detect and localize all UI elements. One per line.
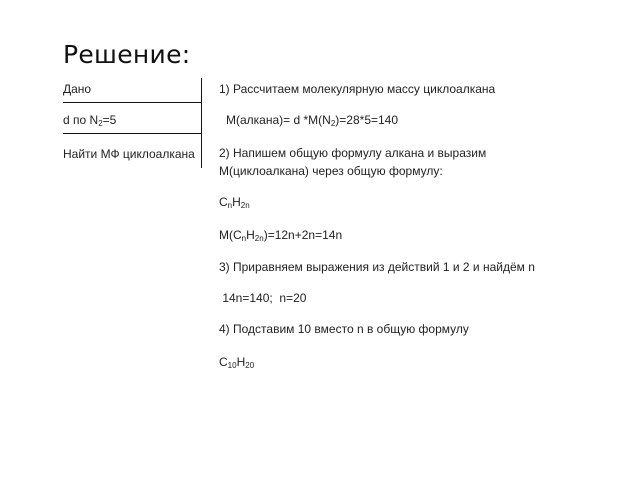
given-divider-1 — [63, 102, 202, 103]
slide-title: Решение: — [63, 40, 191, 69]
molar-pre: M(C — [219, 228, 242, 242]
step-4: 4) Подставим 10 вместо n в общую формулу — [219, 322, 469, 336]
molar-sub-2: 2n — [254, 234, 264, 243]
given-vertical-divider — [201, 78, 202, 168]
molar-mass-expression — [219, 228, 342, 242]
final-c-sub: 10 — [227, 361, 237, 370]
given-header: Дано — [63, 82, 92, 96]
molar-sub-1: n — [241, 234, 247, 243]
step-1-calc-sub: 2 — [330, 119, 336, 128]
molar-mid: H — [246, 228, 255, 242]
given-condition-suffix: =5 — [102, 113, 117, 127]
given-condition — [63, 113, 116, 127]
final-c: C — [219, 355, 228, 369]
molar-post: )=12n+2n=14n — [263, 228, 343, 242]
step-2-cont: М(циклоалкана) через общую формулу: — [219, 164, 443, 178]
formula-c-sub: n — [227, 201, 233, 210]
formula-h: H — [232, 195, 241, 209]
general-formula — [219, 195, 250, 209]
final-formula — [219, 355, 254, 369]
step-2: 2) Напишем общую формулу алкана и выразим — [219, 146, 487, 160]
given-condition-prefix: d по N — [63, 113, 99, 127]
step-1-calc-post: )=28*5=140 — [335, 113, 399, 127]
final-h: H — [236, 355, 246, 369]
given-condition-sub: 2 — [98, 119, 103, 128]
given-divider-2 — [63, 133, 202, 134]
formula-h-sub: 2n — [240, 201, 250, 210]
step-3-result: 14n=140; n=20 — [219, 291, 307, 305]
step-1-calculation — [226, 113, 398, 127]
formula-c: C — [219, 195, 228, 209]
given-find: Найти МФ циклоалкана — [63, 147, 195, 161]
step-3: 3) Приравняем выражения из действий 1 и 2 и найдём n — [219, 260, 535, 274]
step-1-calc-pre: М(алкана)= d *M(N — [226, 113, 331, 127]
step-1: 1) Рассчитаем молекулярную массу циклоалкана — [219, 82, 496, 96]
final-h-sub: 20 — [245, 361, 255, 370]
